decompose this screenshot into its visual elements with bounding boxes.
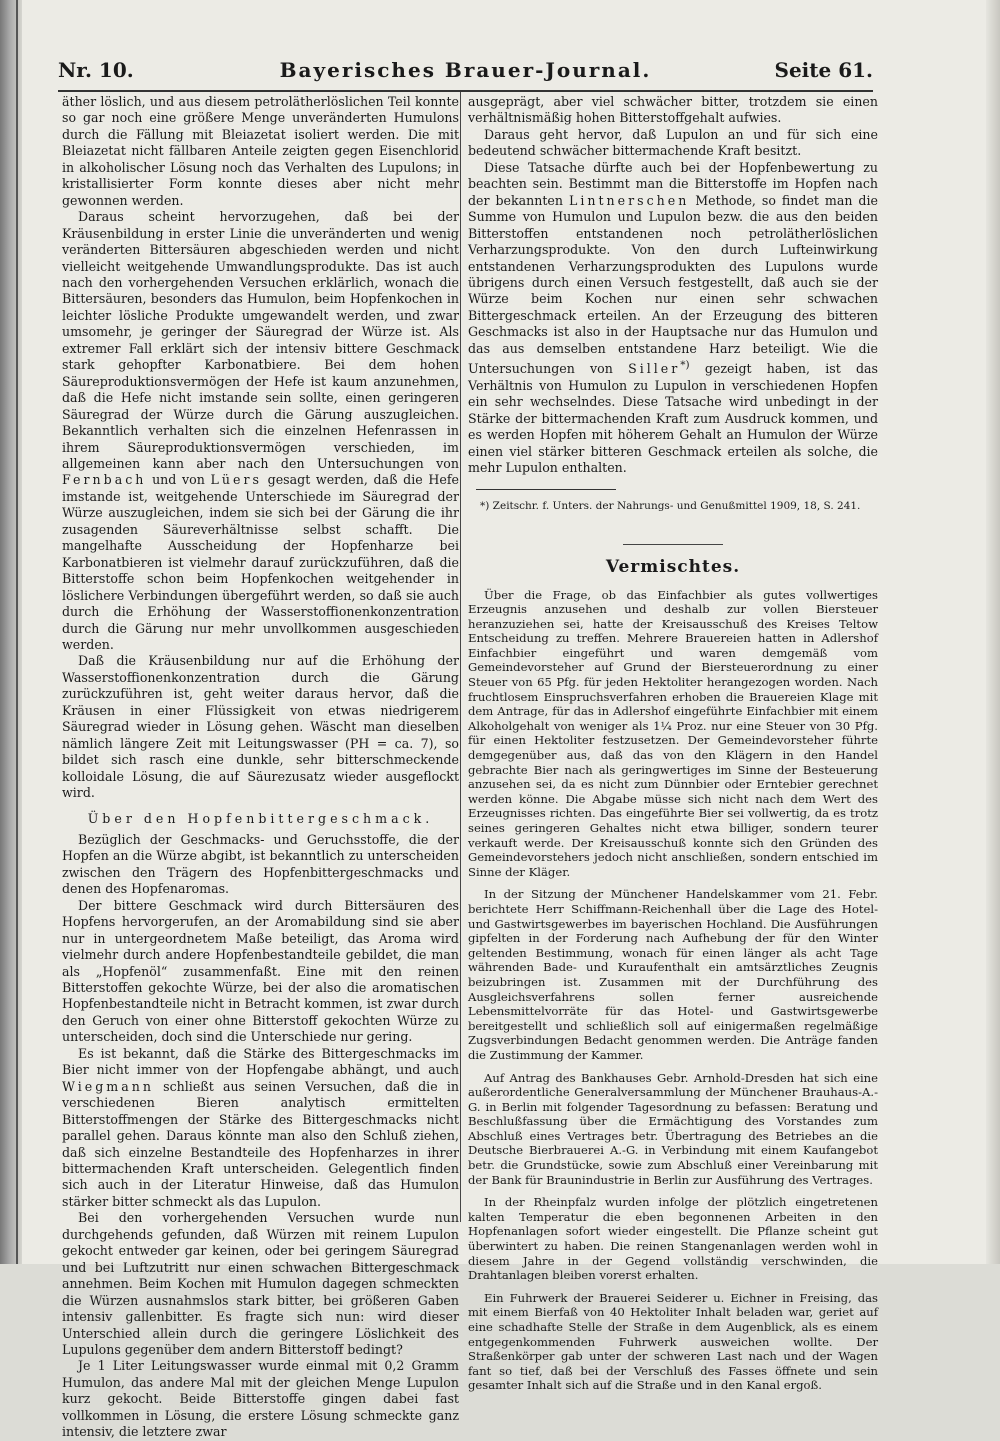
footnote: *) Zeitschr. f. Unters. der Nahrungs- und Genußmittel 1909, 18, S. 241. [480, 499, 861, 512]
section-rule [623, 544, 723, 545]
paragraph: ausgeprägt, aber viel schwächer bitter, trotzdem sie einen verhältnismäßig hohen Bitterstoffgehalt aufwies. [468, 94, 878, 126]
text-run: gesagt werden, daß die Hefe imstande ist, weitgehende Unterschiede im Säuregrad der Würze auszugleichen, indem sie sich bei der Gärung die ihr zusagenden Säureverhältnisse selbst schafft. Die mangelhafte Ausscheidung der Hopfenharze bei Karbonatbieren ist vielmehr darauf zurückzuführen, daß die Bitterstoffe schon beim Hopfenkochen weitgehender in löslichere Verbindungen übergeführt werden, so daß sie auch durch die Erhöhung der Wasserstoffionenkonzentration durch die Gärung nur mehr unvollkommen ausgeschieden werden. [62, 472, 459, 652]
right-column [468, 94, 878, 1393]
text-run: Daraus scheint hervorzugehen, daß bei der Kräusenbildung in erster Linie die unveränderten und wenig veränderten Bittersäuren abgeschieden werden und nicht vielleicht weitgehende Umwandlungsprodukte. Das ist auch nach den vorhergehenden Versuchen erklärlich, wonach die Bittersäuren, besonders das Humulon, beim Hopfenkochen in leichter lösliche Produkte umgewandelt werden, und zwar umsomehr, je geringer der Säuregrad der Würze ist. Als extremer Fall erklärt sich der intensiv bittere Geschmack stark gehopfter Karbonatbiere. Bei dem hohen Säureproduktionsvermögen der Hefe ist kaum anzunehmen, daß die Hefe nicht imstande sein sollte, einen geringeren Säuregrad der Würze durch die Gärung auszugleichen. Bekanntlich verhalten sich die einzelnen Hefenrassen in ihrem Säureproduktionsvermögen verschieden, im allgemeinen kann aber nach den Untersuchungen von [62, 209, 459, 471]
binding-edge-line [16, 0, 18, 1264]
column-divider [460, 92, 461, 1222]
news-item: In der Sitzung der Münchener Handelskammer vom 21. Febr. berichtete Herr Schiffmann-Reichenhall über die Lage des Hotel- und Gastwirtsgewerbes im bayerischen Hochland. Die Ausführungen gipfelten in der Forderung nach Aufhebung der für den Winter geltenden Bestimmung, wonach für einen länger als acht Tage währenden Bade- und Kuraufenthalt ein amtsärztliches Zeugnis beizubringen ist. Zusammen mit der Durchführung des Ausgleichsverfahrens sollen ferner ausreichende Lebensmittelvorräte für das Hotel- und Gastwirtsgewerbe bereitgestellt und schließlich soll auf einigermaßen regelmäßige Zugsverbindungen Bedacht genommen werden. Die Anträge fanden die Zustimmung der Kammer. [468, 887, 878, 1062]
paragraph: Der bittere Geschmack wird durch Bittersäuren des Hopfens hervorgerufen, an der Aromabildung sind sie aber nur in untergeordnetem Maße beteiligt, das Aroma wird vielmehr durch andere Hopfenbestandteile gebildet, die man als „Hopfenöl“ zusammenfaßt. Eine mit den reinen Bitterstoffen gekochte Würze, bei der also die aromatischen Hopfenbestandteile nicht in Betracht kommen, ist zwar durch den Geruch von einer ohne Bitterstoff gekochten Würze zu unterscheiden, doch sind die Unterschiede nur gering. [62, 897, 459, 1045]
author-name: Lüers [210, 472, 262, 488]
news-item: Ein Fuhrwerk der Brauerei Seiderer u. Eichner in Freising, das mit einem Bierfaß von 40 Hektoliter Inhalt beladen war, geriet auf eine schadhafte Stelle der Straße in dem Augenblick, als es einem entgegenkommenden Fuhrwerk ausweichen wollte. Der Straßenkörper gab unter der schweren Last nach und der Wagen fant so tief, daß bei der Verschluß des Fasses öffnete und sein gesamter Inhalt sich auf die Straße und in den Kanal ergoß. [468, 1290, 878, 1393]
author-name: Lintnerschen [568, 192, 690, 208]
paragraph: Bei den vorhergehenden Versuchen wurde nun durchgehends gefunden, daß Würzen mit reinem Lupulon gekocht entweder gar keinen, oder bei geringem Säuregrad und bei Luftzutritt nur einen schwachen Bittergeschmack annehmen. Beim Kochen mit Humulon dagegen schmeckten die Würzen ausnahmslos stark bitter, bei größeren Gaben intensiv gallenbitter. Es fragte sich nun: wird dieser Unterschied allein durch die geringere Löslichkeit des Lupulons gegenüber dem andern Bitterstoff bedingt? [62, 1210, 459, 1357]
footnote-rule [476, 489, 616, 490]
news-item: In der Rheinpfalz wurden infolge der plötzlich eingetretenen kalten Temperatur die eben begonnenen Arbeiten in den Hopfenanlagen sofort wieder eingestellt. Die Pflanze scheint gut überwintert zu haben. Die reinen Stangenanlagen werden wohl in diesem Jahre in der Gegend vollständig verschwinden, die Drahtanlagen bleiben vorerst erhalten. [468, 1195, 878, 1283]
page-number: Seite 61. [774, 58, 873, 82]
page-header [58, 58, 873, 88]
spacer [468, 879, 878, 887]
paragraph: Je 1 Liter Leitungswasser wurde einmal mit 0,2 Gramm Humulon, das andere Mal mit der gleichen Menge Lupulon kurz gekocht. Beide Bitterstoffe gingen dabei fast vollkommen in Lösung, die erstere Lösung schmeckte ganz intensiv, die letztere zwar [62, 1358, 459, 1440]
text-run: gezeigt haben, ist das Verhältnis von Humulon zu Lupulon in verschiedenen Hopfen ein sehr wechselndes. Diese Tatsache wird unbedingt in der Stärke der bittermachenden Kraft zum Ausdruck kommen, und es werden Hopfen mit höherem Gehalt an Humulon der Würze einen viel stärker bitteren Geschmack erteilen als solche, die mehr Lupulon enthalten. [468, 361, 878, 476]
news-item: Über die Frage, ob das Einfachbier als gutes vollwertiges Erzeugnis anzusehen und deshalb zur vollen Biersteuer heranzuziehen sei, hatte der Kreisausschuß des Kreises Teltow Entscheidung zu treffen. Mehrere Brauereien hatten in Adlershof Einfachbier eingeführt und waren demgemäß vom Gemeindevorsteher auf Grund der Biersteuerordnung zu einer Steuer von 65 Pfg. für jeden Hektoliter herangezogen worden. Nach fruchtlosem Einspruchsverfahren erhoben die Brauereien Klage mit dem Antrage, für das in Adlershof eingeführte Einfachbier mit einem Alkoholgehalt von weniger als 1¼ Proz. nur eine Steuer von 30 Pfg. für einen Hektoliter festzusetzen. Der Gemeindevorsteher führte demgegenüber aus, daß das von den Klägern in den Handel gebrachte Bier nach als geringwertiges im Sinne der Besteuerung anzusehen sei, da es nicht zum Dünnbier oder Erntebier gerechnet werden könne. Die Abgabe müsse sich nicht nach dem Wert des Erzeugnisses richten. Das eingeführte Bier sei vollwertig, da es trotz seines geringeren Gehaltes nicht etwa billiger, sondern teurer verkauft werde. Der Kreisausschuß konnte sich den Gründen des Gemeindevorstehers jedoch nicht anschließen, sondern entschied im Sinne der Kläger. [468, 587, 878, 879]
footnote-marker: *) [680, 359, 690, 372]
page-edge [986, 0, 1000, 1264]
news-item: Auf Antrag des Bankhauses Gebr. Arnhold-Dresden hat sich eine außerordentliche Generalversammlung der Münchener Brauhaus-A.-G. in Berlin mit folgender Tagesordnung zu befassen: Beratung und Beschlußfassung über die Ermächtigung des Vorstandes zum Abschluß eines Vertrages betr. Übertragung des Betriebes an die Deutsche Bierbrauerei A.-G. in Verbindung mit einem Kaufangebot betr. die Grundstücke, sowie zum Abschluß einer Vereinbarung mit der Bank für Braunindustrie in Berlin zur Ausführung des Vertrages. [468, 1070, 878, 1187]
binding-spine [0, 0, 22, 1264]
author-name: Wiegmann [62, 1078, 154, 1094]
journal-title: Bayerisches Brauer-Journal. [279, 58, 652, 82]
author-name: Siller [628, 361, 681, 377]
news-items [468, 588, 878, 1393]
text-run: Es ist bekannt, daß die Stärke des Bittergeschmacks im Bier nicht immer von der Hopfengabe abhängt, und auch [62, 1045, 459, 1078]
paragraph: äther löslich, und aus diesem petrolätherlöslichen Teil konnte so gar noch eine größere Menge unveränderten Humulons durch die Fällung mit Bleiazetat isoliert werden. Die mit Bleiazetat nicht fällbaren Anteile zeigten gegen Eisenchlorid in alkoholischer Lösung noch das Verhalten des Lupulons; in kristallisierter Form konnte dieses aber nicht mehr gewonnen werden. [62, 94, 459, 208]
spacer [468, 1063, 878, 1071]
issue-number: Nr. 10. [58, 58, 134, 82]
paragraph [62, 209, 459, 653]
section-title: Vermischtes. [605, 557, 741, 578]
paragraph [468, 160, 878, 477]
text-run: Methode, so findet man die Summe von Humulon und Lupulon bezw. die aus den beiden Bitterstoffen entstandenen noch petrolätherlöslichen Verharzungsprodukte. Von den durch Lufteinwirkung entstandenen Verharzungsprodukten des Lupulons wurde übrigens durch einen Versuch festgestellt, daß auch sie der Würze beim Kochen nur einen sehr schwachen Bittergeschmack erteilen. An der Erzeugung des bitteren Geschmacks ist also in der Hauptsache nur das Humulon und das aus demselben entstandene Harz beteiligt. Wie die Untersuchungen von [468, 192, 878, 377]
paragraph: Daraus geht hervor, daß Lupulon an und für sich eine bedeutend schwächer bittermachende Kraft besitzt. [468, 126, 878, 159]
paragraph: Daß die Kräusenbildung nur auf die Erhöhung der Wasserstoffionenkonzentration durch die Gärung zurückzuführen ist, geht weiter daraus hervor, daß die Kräusen in einer Flüssigkeit von etwas niedrigerem Säuregrad wieder in Lösung gehen. Wäscht man dieselben nämlich längere Zeit mit Leitungswasser (PH = ca. 7), so bildet sich rasch eine dunkle, sehr bitterschmeckende kolloidale Lösung, die auf Säurezusatz wieder ausgeflockt wird. [62, 653, 459, 801]
subheading: Über den Hopfenbittergeschmack. [87, 811, 434, 827]
paragraph [62, 1046, 459, 1211]
paragraph: Bezüglich der Geschmacks- und Geruchsstoffe, die der Hopfen an die Würze abgibt, ist bekanntlich zu unterscheiden zwischen den Trägern des Hopfenbittergeschmacks und denen des Hopfenaromas. [62, 831, 459, 897]
left-column [62, 94, 459, 1441]
header-rule [58, 90, 873, 92]
text-run: Diese Tatsache dürfte auch bei der Hopfenbewertung zu beachten sein. Bestimmt man die Bitterstoffe im Hopfen nach der bekannten [468, 159, 878, 208]
text-run: schließt aus seinen Versuchen, daß die in verschiedenen Bieren analytisch ermittelten Bitterstoffmengen der Stärke des Bittergeschmacks nicht parallel gehen. Daraus könnte man also den Schluß ziehen, daß sich einzelne Bestandteile des Hopfenharzes in ihrer bittermachenden Kraft unterscheiden. Gelegentlich finden sich auch in der Literatur Hinweise, daß das Humulon stärker bitter schmeckt als das Lupulon. [62, 1078, 459, 1209]
text-run: und von [152, 472, 205, 488]
author-name: Fernbach [62, 472, 147, 488]
spacer [468, 1283, 878, 1291]
spacer [468, 1187, 878, 1195]
